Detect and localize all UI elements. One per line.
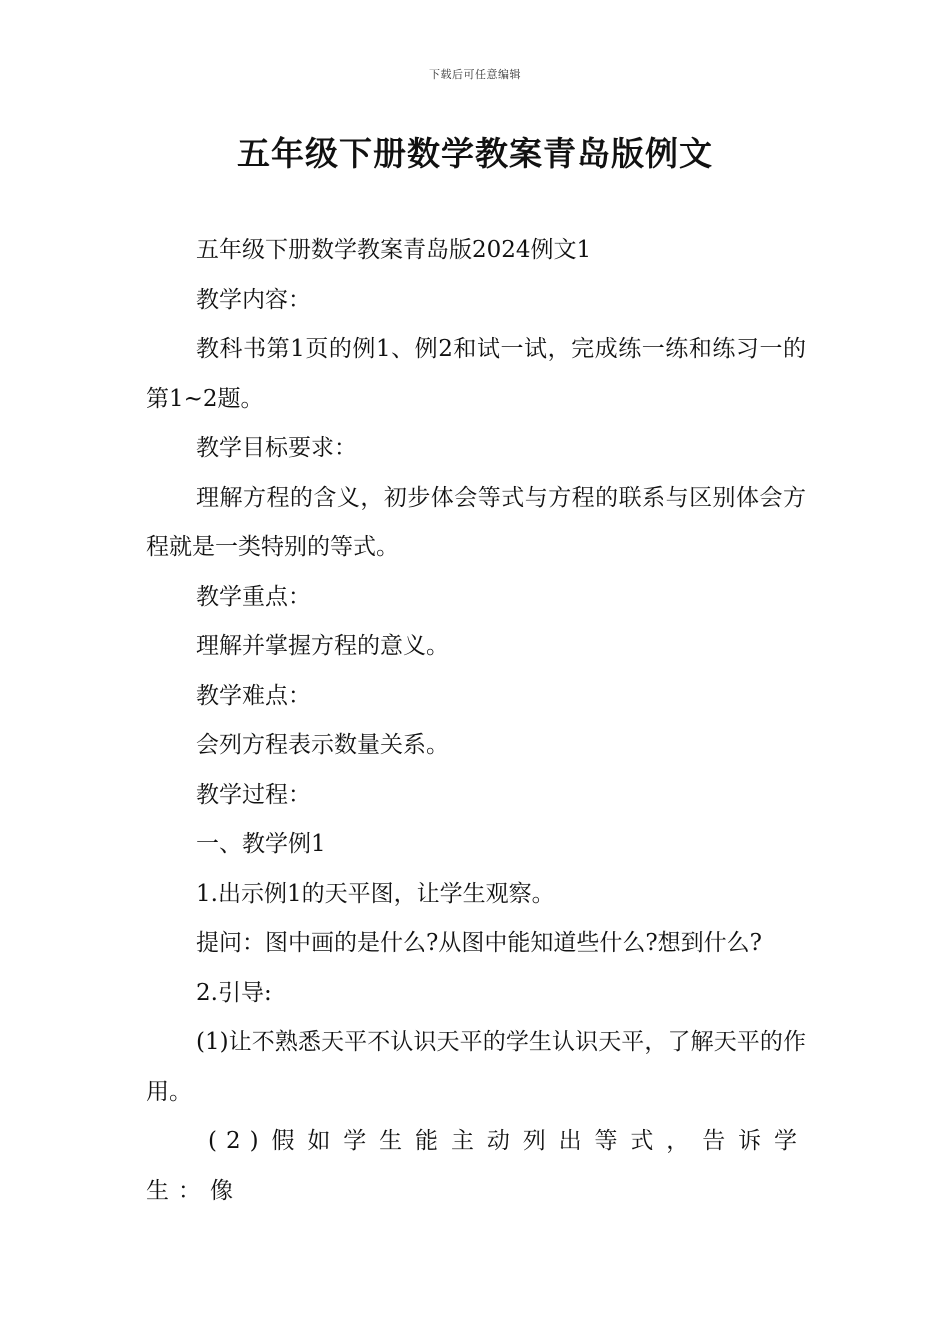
document-body [146, 226, 806, 1216]
paragraph-guide-two: (2)假如学生能主动列出等式，告诉学生：像 [146, 1128, 806, 1204]
paragraph-subtitle: 五年级下册数学教案青岛版2024例文1 [196, 237, 592, 263]
paragraph-question: 提问：图中画的是什么?从图中能知道些什么?想到什么? [196, 930, 762, 956]
paragraph-step-one: 1.出示例1的天平图，让学生观察。 [196, 880, 555, 907]
paragraph-guide-one: (1)让不熟悉天平不认识天平的学生认识天平，了解天平的作用。 [146, 1029, 806, 1105]
paragraph-content: 教科书第1页的例1、例2和试一试，完成练一练和练习一的第1~2题。 [146, 336, 806, 412]
paragraph-key-points: 理解并掌握方程的意义。 [196, 633, 449, 659]
paragraph-section-one: 一、教学例1 [196, 831, 326, 857]
paragraph-heading-key-points: 教学重点： [196, 583, 311, 610]
paragraph-heading-content: 教学内容： [196, 286, 311, 313]
paragraph-step-two: 2.引导: [196, 979, 272, 1006]
document-title: 五年级下册数学教案青岛版例文 [237, 134, 713, 173]
header-note: 下载后可任意编辑 [429, 68, 521, 81]
paragraph-heading-process: 教学过程： [196, 781, 311, 808]
paragraph-difficulties: 会列方程表示数量关系。 [196, 732, 449, 758]
paragraph-heading-goals: 教学目标要求： [196, 435, 357, 461]
paragraph-goals: 理解方程的含义，初步体会等式与方程的联系与区别体会方程就是一类特别的等式。 [146, 484, 806, 560]
paragraph-heading-difficulties: 教学难点： [196, 682, 311, 709]
